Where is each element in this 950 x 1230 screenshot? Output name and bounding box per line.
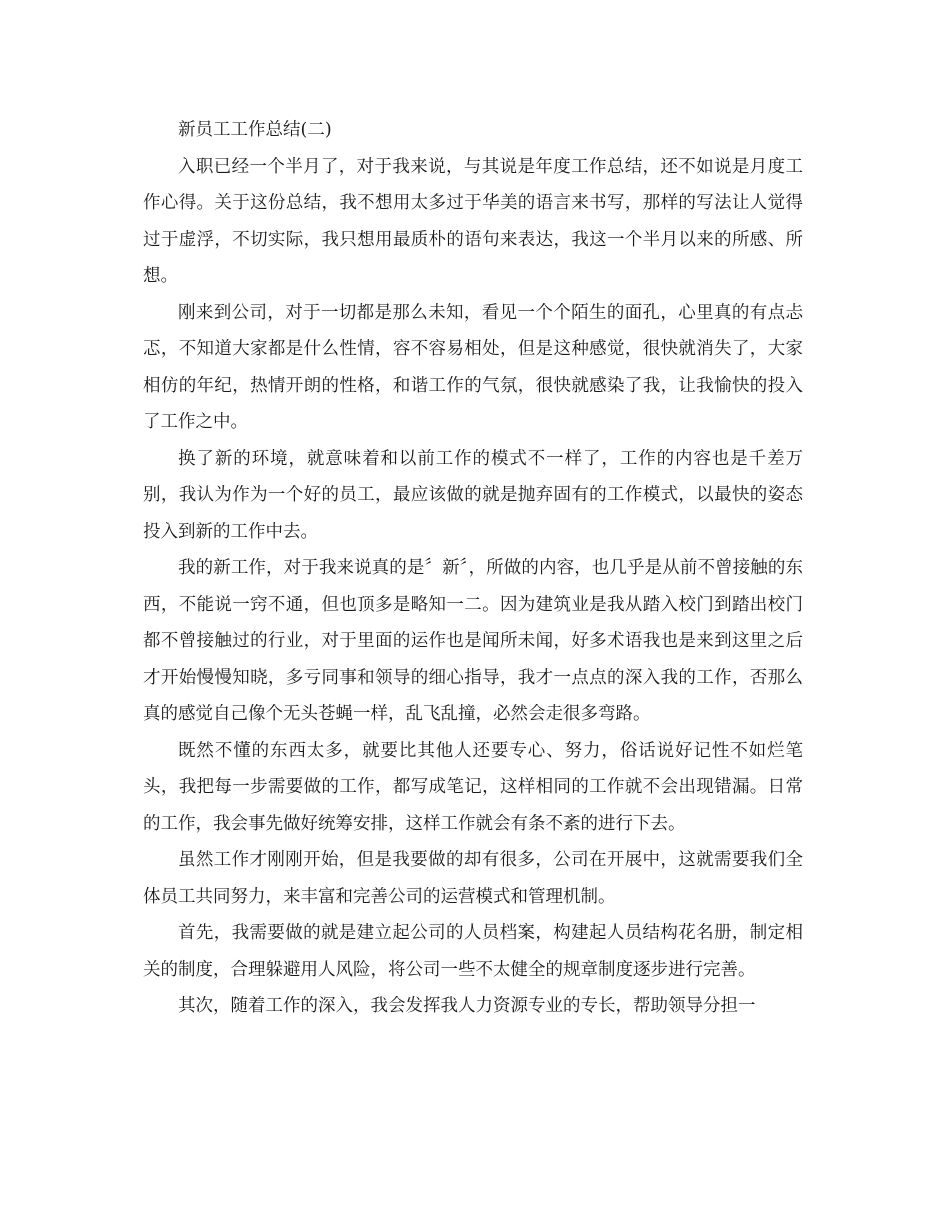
paragraph-6: 虽然工作才刚刚开始，但是我要做的却有很多，公司在开展中，这就需要我们全体员工共同努力，来丰富和完善公司的运营模式和管理机制。 (143, 850, 803, 907)
paragraph-7: 首先，我需要做的就是建立起公司的人员档案，构建起人员结构花名册，制定相关的制度，合理躲避用人风险，将公司一些不太健全的规章制度逐步进行完善。 (143, 923, 803, 980)
paragraph-1: 入职已经一个半月了，对于我来说，与其说是年度工作总结，还不如说是月度工作心得。关于这份总结，我不想用太多过于华美的语言来书写，那样的写法让人觉得过于虚浮，不切实际，我只想用最质朴的语句来表达，我这一个半月以来的所感、所想。 (143, 156, 803, 286)
document-body (143, 112, 803, 1025)
paragraph-5: 既然不懂的东西太多，就要比其他人还要专心、努力，俗话说好记性不如烂笔头，我把每一步需要做的工作，都写成笔记，这样相同的工作就不会出现错漏。日常的工作，我会事先做好统筹安排，这样工作就会有条不紊的进行下去。 (143, 740, 803, 834)
document-title: 新员工工作总结(二) (178, 120, 332, 140)
paragraph-2: 刚来到公司，对于一切都是那么未知，看见一个个陌生的面孔，心里真的有点忐忑，不知道大家都是什么性情，容不容易相处，但是这种感觉，很快就消失了，大家相仿的年纪，热情开朗的性格，和谐工作的气氛，很快就感染了我，让我愉快的投入了工作之中。 (143, 302, 803, 432)
paragraph-8: 其次，随着工作的深入，我会发挥我人力资源专业的专长，帮助领导分担一 (178, 996, 756, 1016)
paragraph-4: 我的新工作，对于我来说真的是〞新〞，所做的内容，也几乎是从前不曾接触的东西，不能说一窍不通，但也顶多是略知一二。因为建筑业是我从踏入校门到踏出校门都不曾接触过的行业，对于里面的运作也是闻所未闻，好多术语我也是来到这里之后才开始慢慢知晓，多亏同事和领导的细心指导，我才一点点的深入我的工作，否那么真的感觉自己像个无头苍蝇一样，乱飞乱撞，必然会走很多弯路。 (143, 558, 803, 724)
paragraph-3: 换了新的环境，就意味着和以前工作的模式不一样了，工作的内容也是千差万别，我认为作为一个好的员工，最应该做的就是抛弃固有的工作模式，以最快的姿态投入到新的工作中去。 (143, 448, 803, 542)
